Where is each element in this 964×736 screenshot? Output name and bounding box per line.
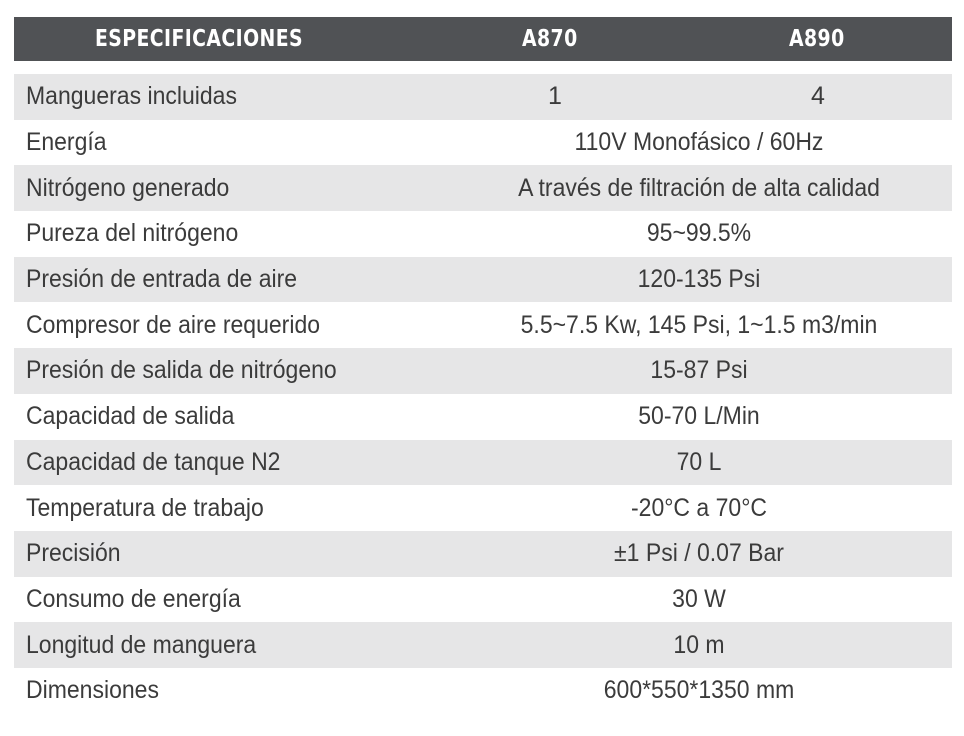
table-row bbox=[14, 440, 952, 486]
table-row bbox=[14, 348, 952, 394]
header-model-a890: A890 bbox=[789, 26, 845, 52]
row-value: 30 W bbox=[672, 584, 726, 613]
table-row bbox=[14, 302, 952, 348]
row-label: Temperatura de trabajo bbox=[26, 493, 264, 522]
row-value: 95~99.5% bbox=[646, 219, 752, 248]
header-gap bbox=[14, 61, 952, 74]
header-model-a870: A870 bbox=[522, 26, 578, 52]
value-a870: 1 bbox=[548, 82, 562, 111]
row-value: A través de filtración de alta calidad bbox=[518, 173, 880, 202]
table-row-mangueras bbox=[14, 74, 952, 120]
row-value: 5.5~7.5 Kw, 145 Psi, 1~1.5 m3/min bbox=[520, 310, 878, 339]
row-label: Consumo de energía bbox=[26, 584, 241, 613]
row-label: Mangueras incluidas bbox=[26, 82, 237, 111]
row-label: Capacidad de tanque N2 bbox=[26, 447, 281, 476]
row-label: Longitud de manguera bbox=[26, 630, 257, 659]
row-value: ±1 Psi / 0.07 Bar bbox=[614, 539, 784, 568]
row-label: Capacidad de salida bbox=[26, 402, 235, 431]
header-label: ESPECIFICACIONES bbox=[94, 26, 304, 52]
table-row bbox=[14, 668, 952, 714]
table-row bbox=[14, 622, 952, 668]
row-label: Pureza del nitrógeno bbox=[26, 219, 239, 248]
table-row bbox=[14, 211, 952, 257]
table-row bbox=[14, 394, 952, 440]
row-label: Nitrógeno generado bbox=[26, 173, 230, 202]
row-value: 15-87 Psi bbox=[650, 356, 748, 385]
row-value: 600*550*1350 mm bbox=[603, 676, 795, 705]
table-row bbox=[14, 257, 952, 303]
value-a890: 4 bbox=[811, 82, 825, 111]
row-value: 50-70 L/Min bbox=[638, 402, 760, 431]
row-value: 120-135 Psi bbox=[637, 265, 761, 294]
row-label: Energía bbox=[26, 128, 107, 157]
table-row bbox=[14, 120, 952, 166]
row-label: Precisión bbox=[26, 539, 121, 568]
table-row bbox=[14, 577, 952, 623]
table-row bbox=[14, 485, 952, 531]
row-value: -20°C a 70°C bbox=[630, 493, 768, 522]
row-value: 110V Monofásico / 60Hz bbox=[574, 128, 824, 157]
table-row bbox=[14, 531, 952, 577]
row-label: Presión de entrada de aire bbox=[26, 265, 298, 294]
spec-table bbox=[14, 17, 952, 714]
row-value: 70 L bbox=[676, 447, 722, 476]
row-label: Dimensiones bbox=[26, 676, 159, 705]
row-value: 10 m bbox=[673, 630, 725, 659]
row-label: Compresor de aire requerido bbox=[26, 310, 321, 339]
table-header bbox=[14, 17, 952, 61]
row-label: Presión de salida de nitrógeno bbox=[26, 356, 337, 385]
table-row bbox=[14, 165, 952, 211]
